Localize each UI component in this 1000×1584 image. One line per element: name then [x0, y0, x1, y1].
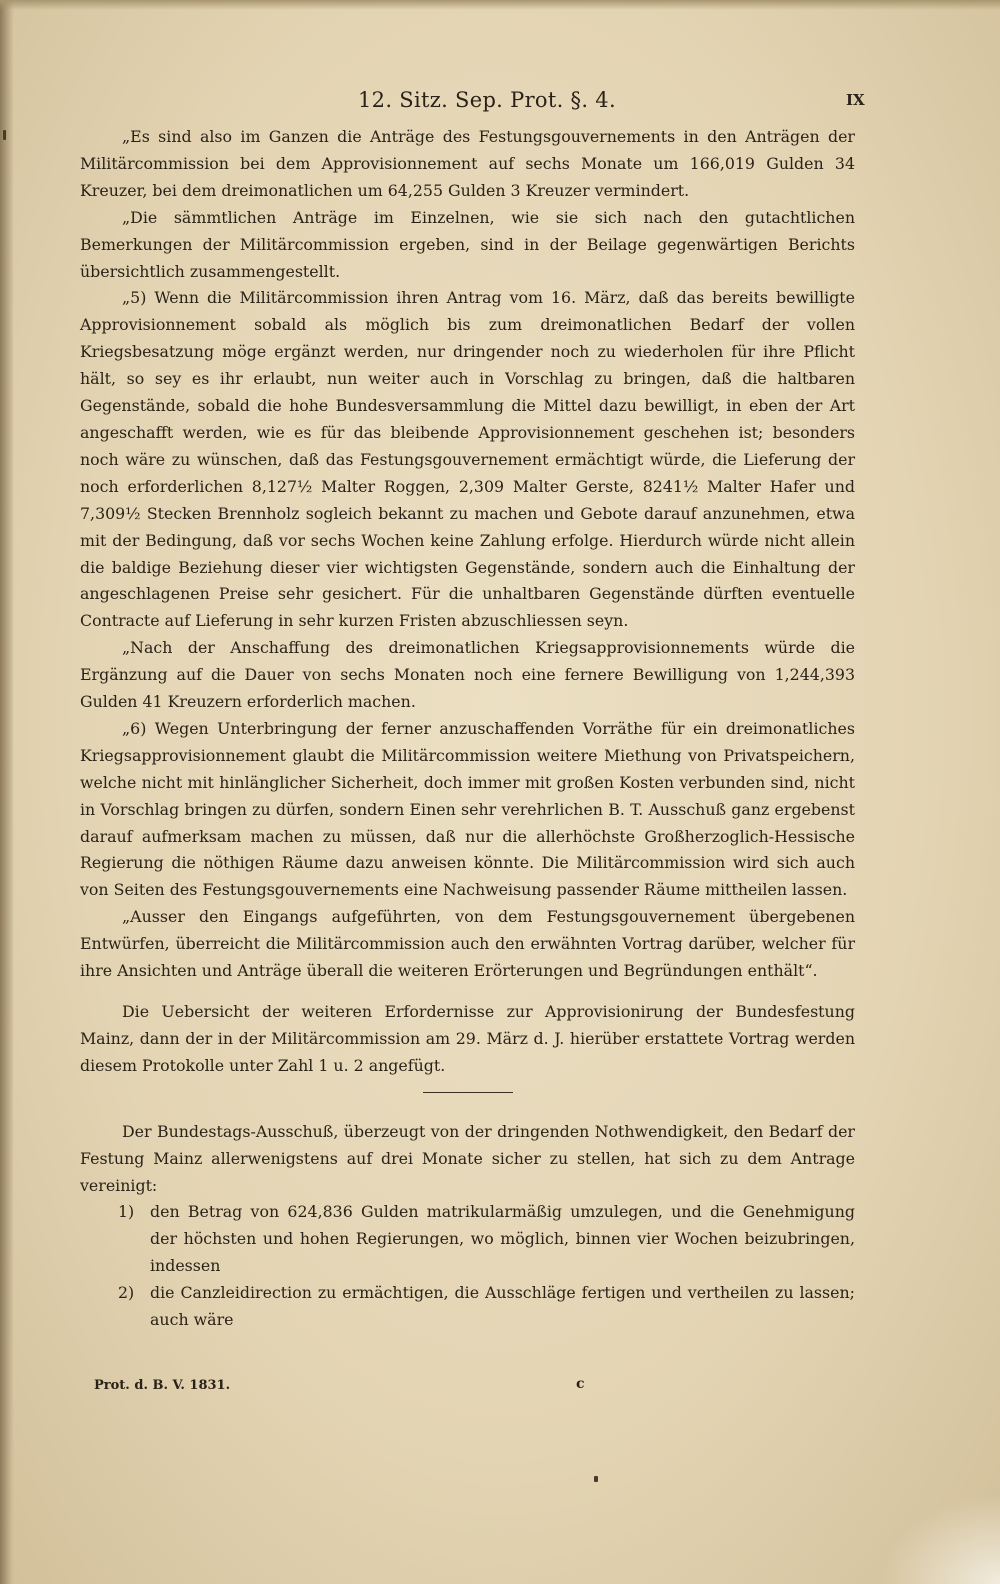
running-title: 12. Sitz. Sep. Prot. §. 4.	[358, 88, 616, 112]
paragraph: „Die sämmtlichen Anträge im Einzelnen, wie sie sich nach den gutachtlichen Bemerkungen der Militärcommission ergeben, sind in der Beilage gegenwärtigen Berichts übersichtlich zusammengestellt.	[80, 207, 855, 281]
list-item	[80, 1199, 855, 1280]
signature-mark: c	[576, 1376, 585, 1392]
list-number: 2)	[118, 1283, 135, 1303]
list-text: die Canzleidirection zu ermächtigen, die Ausschläge fertigen und vertheilen zu lassen; auch wäre	[150, 1283, 855, 1330]
paragraph: Der Bundestags-Ausschuß, überzeugt von der dringenden Nothwendigkeit, den Bedarf der Festung Mainz allerwenigstens auf drei Monate sicher zu stellen, hat sich zu dem Antrage vereinigt:	[80, 1121, 855, 1195]
page-top-shadow	[0, 0, 1000, 10]
page-edge-shadow	[0, 0, 14, 1584]
page-number: IX	[846, 91, 865, 109]
page-header	[0, 88, 1000, 118]
spacer	[80, 985, 855, 999]
paragraph: „Nach der Anschaffung des dreimonatlichen Kriegsapprovisionnements würde die Ergänzung auf die Dauer von sechs Monaten noch eine fernere Bewilligung von 1,244,393 Gulden 41 Kreuzern erforderlich machen.	[80, 638, 855, 712]
footer-reference: Prot. d. B. V. 1831.	[94, 1378, 231, 1393]
ink-speck	[594, 1476, 598, 1482]
list-item	[80, 1280, 855, 1334]
paragraph: „Ausser den Eingangs aufgeführten, von dem Festungsgouvernement übergebenen Entwürfen, überreicht die Militärcommission auch den erwähnten Vortrag darüber, welcher für ihre Ansichten und Anträge überall die weiteren Erörterungen und Begründungen enthält“.	[80, 907, 855, 981]
list-number: 1)	[118, 1202, 135, 1222]
ink-speck	[3, 130, 6, 140]
page-corner-highlight	[880, 1494, 1000, 1584]
body-text	[80, 124, 855, 1334]
list-text: den Betrag von 624,836 Gulden matrikularmäßig umzulegen, und die Genehmigung der höchsten und hohen Regierungen, wo möglich, binnen vier Wochen beizubringen, indessen	[150, 1202, 855, 1276]
numbered-list	[80, 1199, 855, 1334]
paragraph: „6) Wegen Unterbringung der ferner anzuschaffenden Vorräthe für ein dreimonatliches Kriegsapprovisionnement glaubt die Militärcommission weitere Miethung von Privatspeichern, welche nicht mit hinlänglicher Sicherheit, doch immer mit großen Kosten verbunden sind, nicht in Vorschlag bringen zu dürfen, sondern Einen sehr verehrlichen B. T. Ausschuß ganz ergebenst darauf aufmerksam machen zu müssen, daß nur die allerhöchste Großherzoglich-Hessische Regierung die nöthigen Räume dazu anweisen könnte. Die Militärcommission wird sich auch von Seiten des Festungsgouvernements eine Nachweisung passender Räume mittheilen lassen.	[80, 718, 855, 900]
page-footer	[80, 1378, 855, 1402]
section-divider	[423, 1092, 513, 1093]
paragraph: „5) Wenn die Militärcommission ihren Antrag vom 16. März, daß das bereits bewilligte Approvisionnement sobald als möglich bis zum dreimonatlichen Bedarf der vollen Kriegsbesatzung möge ergänzt werden, nur dringender noch zu wiederholen für ihre Pflicht hält, so sey es ihr erlaubt, nun weiter auch in Vorschlag zu bringen, daß die haltbaren Gegenstände, sobald die hohe Bundesversammlung die Mittel dazu bewilligt, in eben der Art angeschafft werden, wie es für das bleibende Approvisionnement geschehen ist; besonders noch wäre zu wünschen, daß das Festungsgouvernement ermächtigt würde, die Lieferung der noch erforderlichen 8,127½ Malter Roggen, 2,309 Malter Gerste, 8241½ Malter Hafer und 7,309½ Stecken Brennholz sogleich bekannt zu machen und Gebote darauf anzunehmen, etwa mit der Bedingung, daß vor sechs Wochen keine Zahlung erfolge. Hierdurch würde nicht allein die baldige Beziehung dieser vier wichtigsten Gegenstände, sondern auch die Einhaltung der angeschlagenen Preise sehr gesichert. Für die unhaltbaren Gegenstände dürften eventuelle Contracte auf Lieferung in sehr kurzen Fristen abzuschliessen seyn.	[80, 288, 855, 631]
paragraph: Die Uebersicht der weiteren Erfordernisse zur Approvisionirung der Bundesfestung Mainz, dann der in der Militärcommission am 29. März d. J. hierüber erstattete Vortrag werden diesem Protokolle unter Zahl 1 u. 2 angefügt.	[80, 1002, 855, 1075]
paragraph: „Es sind also im Ganzen die Anträge des Festungsgouvernements in den Anträgen der Militärcommission bei dem Approvisionnement auf sechs Monate um 166,019 Gulden 34 Kreuzer, bei dem dreimonatlichen um 64,255 Gulden 3 Kreuzer vermindert.	[80, 127, 855, 200]
